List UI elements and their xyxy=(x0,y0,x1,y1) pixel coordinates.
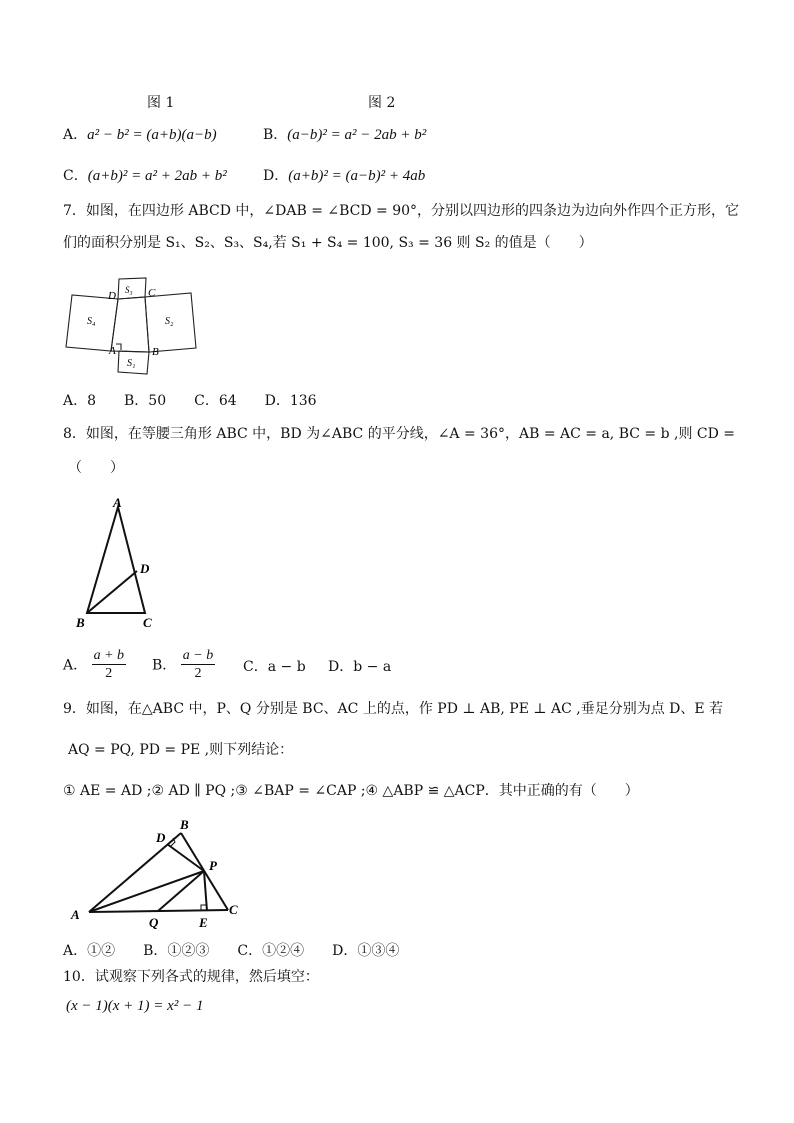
q10-formula: (x − 1)(x + 1) = x² − 1 xyxy=(66,998,204,1014)
triangle-abc xyxy=(87,507,145,613)
q9-stem-line2: AQ = PQ, PD = PE ,则下列结论： xyxy=(68,742,294,758)
q8-option-d: D．b − a xyxy=(328,659,392,675)
q7-options: A．8 B．50 C．64 D．136 xyxy=(63,393,317,409)
numerator: a + b xyxy=(93,648,125,663)
label-B: B xyxy=(180,817,189,832)
perpendicular-pd xyxy=(167,844,204,871)
label-S2: S₂ xyxy=(165,316,174,327)
q6-option-c xyxy=(63,165,227,185)
figure-2-caption: 图 2 xyxy=(368,95,396,111)
label-B: B xyxy=(152,346,159,358)
option-label: A． xyxy=(63,127,88,143)
label-D: D xyxy=(156,830,166,845)
option-expression: (a+b)² = (a−b)² + 4ab xyxy=(288,168,426,184)
q6-option-d xyxy=(263,165,425,185)
q9-options: A．①② B．①②③ C．①②④ D．①③④ xyxy=(63,943,400,959)
q7-figure xyxy=(63,266,203,378)
denominator: 2 xyxy=(105,666,113,681)
label-S4: S₄ xyxy=(87,316,96,327)
label-C: C xyxy=(143,615,152,630)
q10-stem: 10．试观察下列各式的规律，然后填空： xyxy=(63,969,319,985)
option-label: D． xyxy=(263,168,289,184)
q7-stem-line1: 7．如图，在四边形 ABCD 中，∠DAB = ∠BCD = 90°，分别以四边形的四条边为边向外作四个正方形，它 xyxy=(63,203,740,219)
label-D: D xyxy=(108,290,116,302)
q9-figure xyxy=(63,812,248,932)
q8-option-c: C．a − b xyxy=(243,659,306,675)
label-P: P xyxy=(209,858,217,873)
bisector-bd xyxy=(87,571,137,613)
q8-answer-blank: （ ） xyxy=(68,460,124,476)
label-A: A xyxy=(109,345,116,357)
option-label: B． xyxy=(152,657,177,674)
q8-figure xyxy=(73,495,163,630)
label-B: B xyxy=(76,615,85,630)
option-expression: (a−b)² = a² − 2ab + b² xyxy=(287,127,427,143)
numerator: a − b xyxy=(182,648,214,663)
q8-stem-line1: 8．如图，在等腰三角形 ABC 中，BD 为∠ABC 的平分线，∠A = 36°，AB = AC = a, BC = b ,则 CD = xyxy=(63,426,736,442)
fraction xyxy=(92,647,126,682)
option-expression: (a+b)² = a² + 2ab + b² xyxy=(87,168,227,184)
q8-option-a xyxy=(63,647,126,682)
right-angle-mark xyxy=(116,344,121,350)
q9-stem-line1: 9．如图，在△ABC 中，P、Q 分别是 BC、AC 上的点，作 PD ⊥ AB, PE ⊥ AC ,垂足分别为点 D、E 若 xyxy=(63,701,724,717)
option-expression: a² − b² = (a+b)(a−b) xyxy=(87,127,217,143)
option-label: C． xyxy=(63,168,88,184)
q7-stem-line2: 们的面积分别是 S₁、S₂、S₃、S₄,若 S₁ + S₄ = 100, S₃ = 36 则 S₂ 的值是（ ） xyxy=(63,235,593,251)
q6-option-b xyxy=(263,124,426,144)
fraction xyxy=(181,647,215,682)
segment-pq xyxy=(158,871,204,911)
label-S3: S₃ xyxy=(125,285,133,295)
denominator: 2 xyxy=(194,666,202,681)
label-S1: S₁ xyxy=(127,358,136,369)
q9-stem-line3: ① AE = AD ;② AD ∥ PQ ;③ ∠BAP = ∠CAP ;④ △ABP ≌ △ACP．其中正确的有（ ） xyxy=(63,783,639,799)
label-C: C xyxy=(148,287,156,299)
label-D: D xyxy=(140,561,150,576)
q6-option-a xyxy=(63,124,217,144)
segment-ap xyxy=(89,871,204,912)
figure-1-caption: 图 1 xyxy=(147,95,175,111)
label-Q: Q xyxy=(149,915,159,930)
option-label: A． xyxy=(63,657,88,674)
option-label: B． xyxy=(263,127,288,143)
q8-option-b xyxy=(152,647,215,682)
label-C: C xyxy=(229,902,238,917)
label-A: A xyxy=(71,907,80,922)
label-A: A xyxy=(113,495,122,510)
label-E: E xyxy=(199,915,208,930)
